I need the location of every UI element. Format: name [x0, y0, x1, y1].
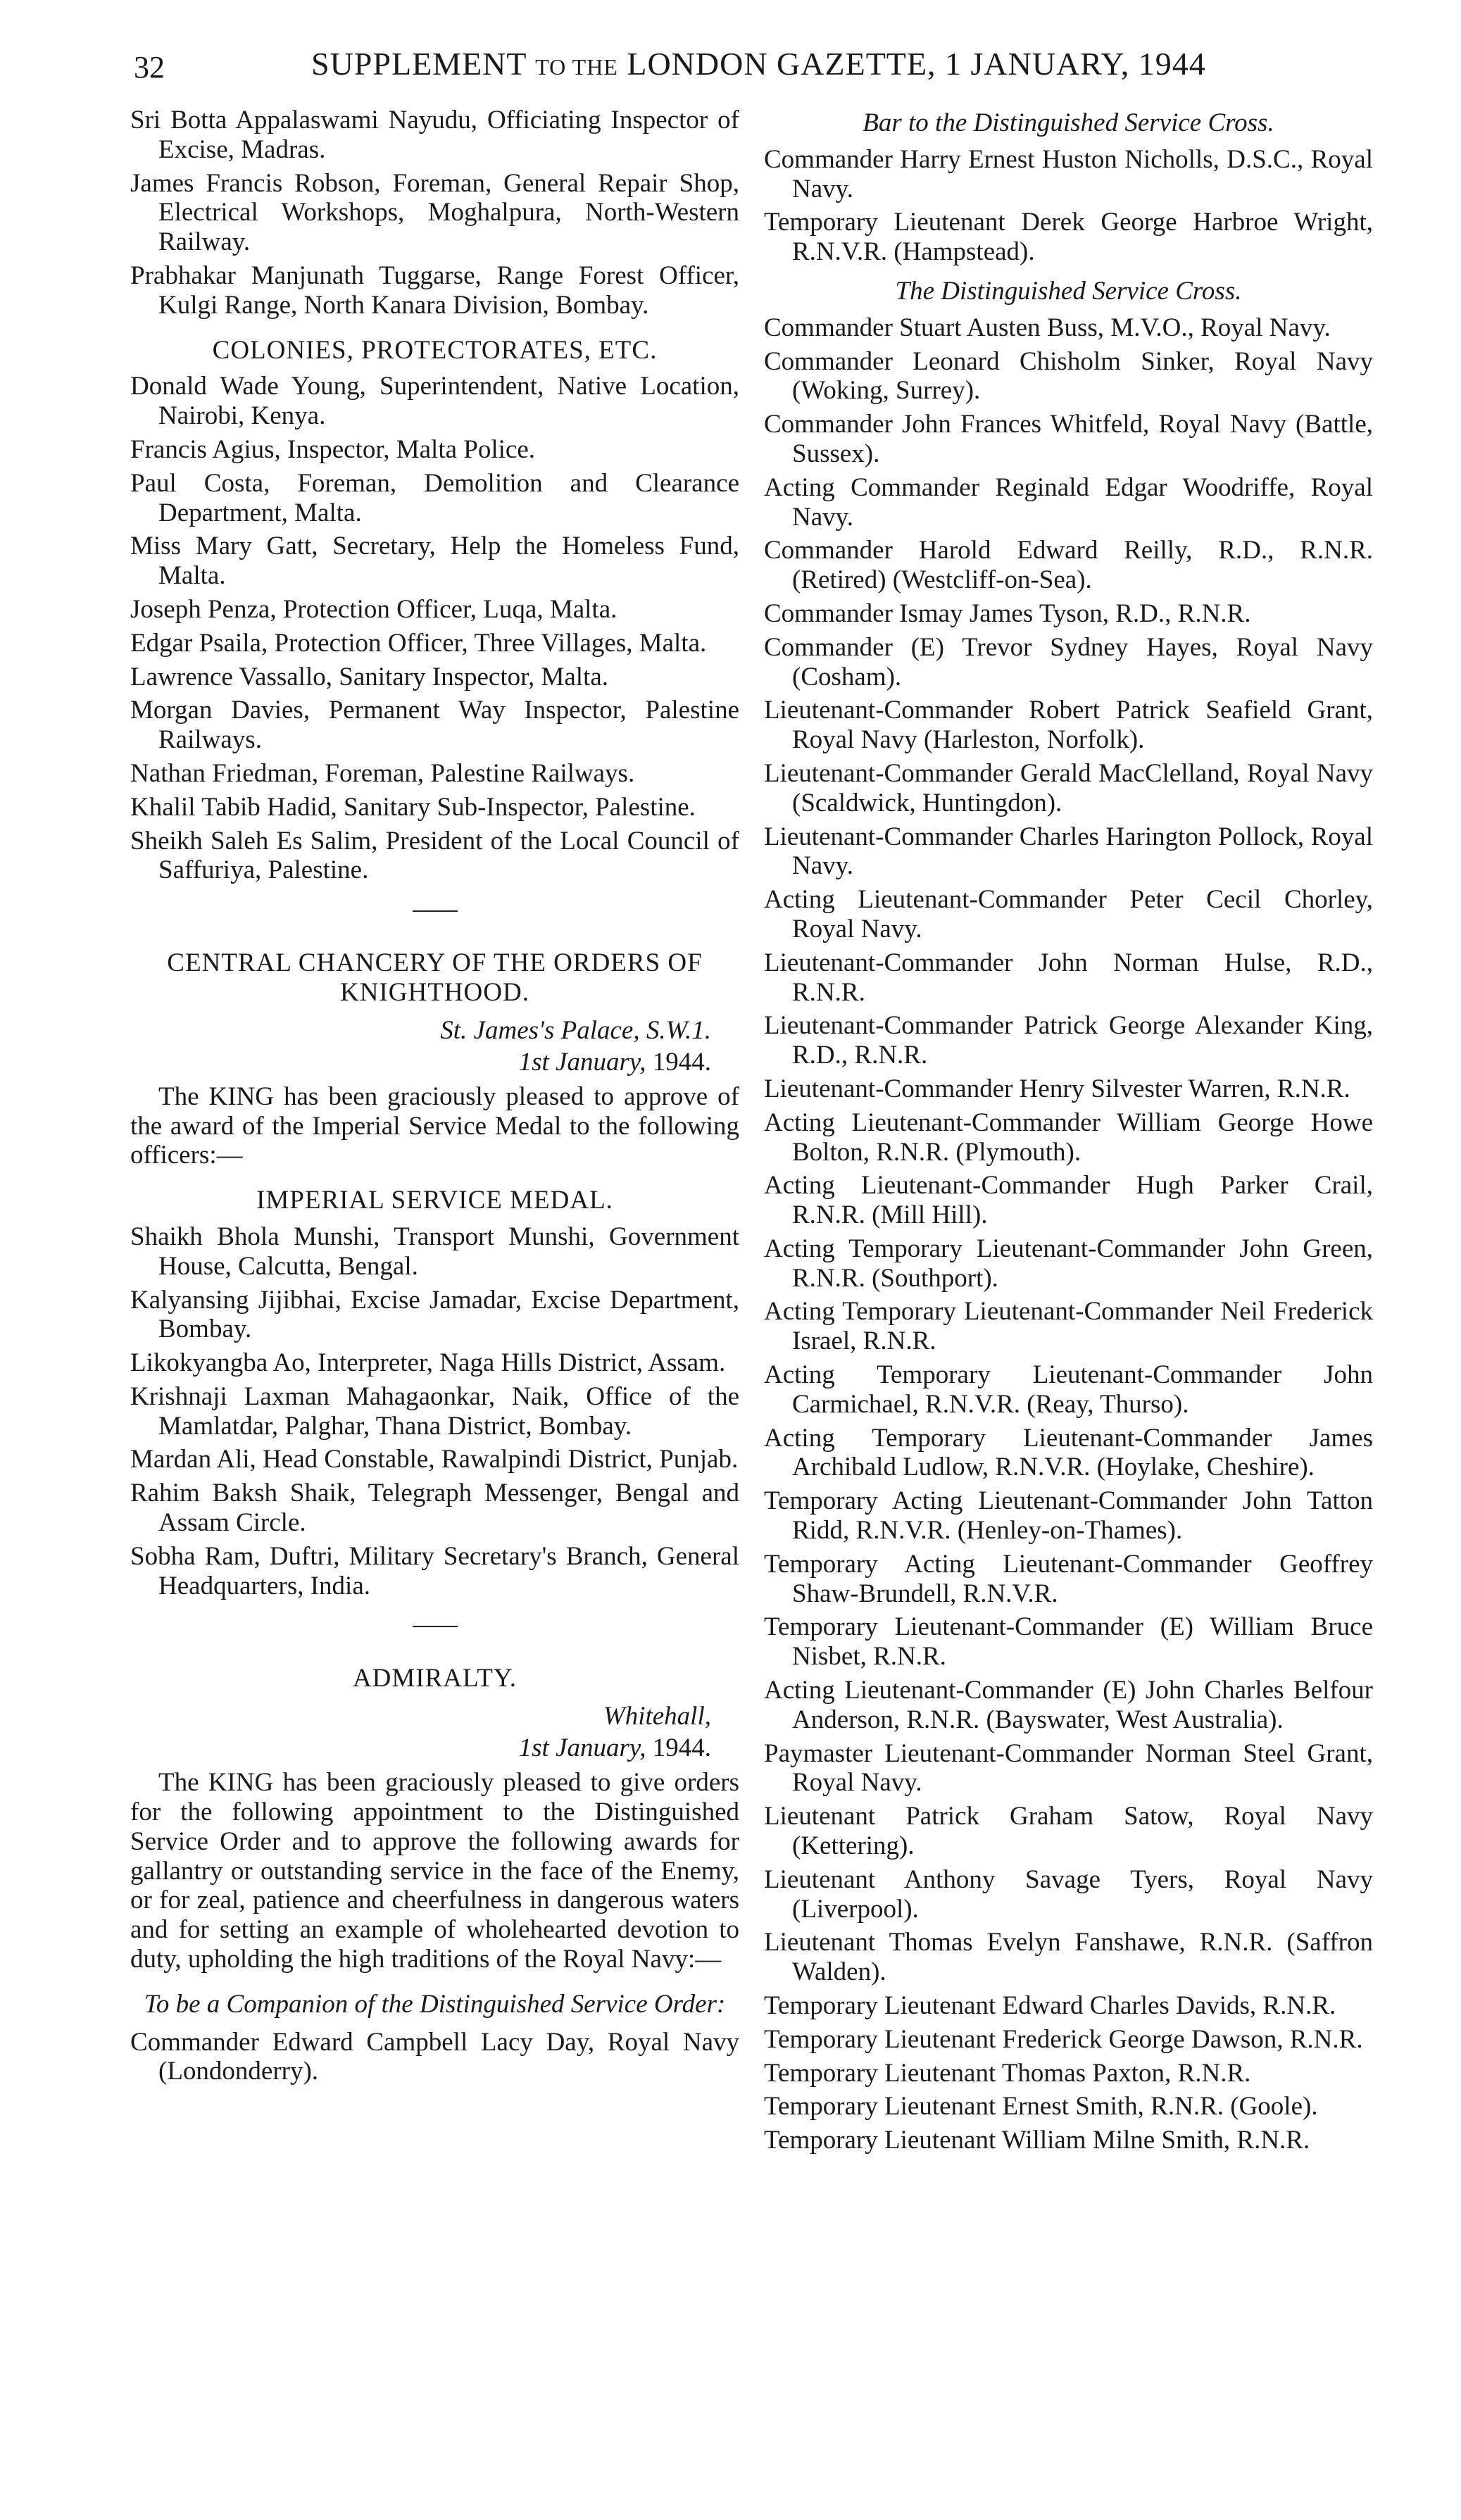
list-item: Acting Commander Reginald Edgar Woodriffe, Royal Navy. [764, 472, 1373, 532]
title-gazette: LONDON GAZETTE, [627, 46, 936, 82]
list-item: Temporary Acting Lieutenant-Commander John Tatton Ridd, R.N.V.R. (Henley-on-Thames). [764, 1486, 1373, 1546]
admiralty-date-year: 1944. [652, 1734, 711, 1763]
list-item: Sobha Ram, Duftri, Military Secretary's Branch, General Headquarters, India. [130, 1541, 739, 1600]
list-item: Temporary Lieutenant Derek George Harbroe Wright, R.N.V.R. (Hampstead). [764, 208, 1373, 267]
colonies-list [130, 372, 739, 885]
list-item: Commander (E) Trevor Sydney Hayes, Royal Navy (Cosham). [764, 632, 1373, 691]
list-item: Shaikh Bhola Munshi, Transport Munshi, Government House, Calcutta, Bengal. [130, 1222, 739, 1281]
dsc-heading: The Distinguished Service Cross. [895, 276, 1242, 306]
list-item: Lieutenant Thomas Evelyn Fanshawe, R.N.R. (Saffron Walden). [764, 1928, 1373, 1987]
list-item: Prabhakar Manjunath Tuggarse, Range Forest Officer, Kulgi Range, North Kanara Division, Bombay. [130, 261, 739, 320]
list-item: Acting Temporary Lieutenant-Commander John Green, R.N.R. (Southport). [764, 1234, 1373, 1293]
list-item: Paul Costa, Foreman, Demolition and Clearance Department, Malta. [130, 468, 739, 527]
list-item: Kalyansing Jijibhai, Excise Jamadar, Excise Department, Bombay. [130, 1285, 739, 1344]
list-item: Morgan Davies, Permanent Way Inspector, Palestine Railways. [130, 696, 739, 755]
list-item: Temporary Lieutenant Ernest Smith, R.N.R. (Goole). [764, 2092, 1318, 2121]
list-item: Joseph Penza, Protection Officer, Luqa, Malta. [130, 594, 617, 624]
list-item: Lieutenant-Commander Patrick George Alexander King, R.D., R.N.R. [764, 1011, 1373, 1070]
list-item: Commander Edward Campbell Lacy Day, Royal Navy (Londonderry). [130, 2027, 739, 2086]
list-item: Mardan Ali, Head Constable, Rawalpindi District, Punjab. [130, 1445, 739, 1474]
admiralty-date [130, 1732, 711, 1764]
list-item: Lieutenant-Commander Gerald MacClelland, Royal Navy (Scaldwick, Huntingdon). [764, 758, 1373, 817]
admiralty-paragraph: The KING has been graciously pleased to give orders for the following appointment to the Distinguished Service Order and to approve the following awards for gallantry or outstanding service in the face of the Enemy, or for zeal, patience and cheerfulness in dangerous waters and for setting an example of wholehearted devotion to duty, upholding the high traditions of the Royal Navy:— [130, 1768, 739, 1974]
list-item: Commander Harry Ernest Huston Nicholls, D.S.C., Royal Navy. [764, 144, 1373, 203]
list-item: Rahim Baksh Shaik, Telegraph Messenger, Bengal and Assam Circle. [130, 1479, 739, 1538]
list-item: Lieutenant Patrick Graham Satow, Royal Navy (Kettering). [764, 1802, 1373, 1861]
list-item: Sheikh Saleh Es Salim, President of the Local Council of Saffuriya, Palestine. [130, 826, 739, 885]
title-to-the: TO THE [535, 54, 618, 80]
chancery-place: St. James's Palace, S.W.1. [440, 1015, 711, 1045]
dso-list [130, 2028, 739, 2087]
list-item: Temporary Acting Lieutenant-Commander Geoffrey Shaw-Brundell, R.N.V.R. [764, 1549, 1373, 1608]
colonies-heading: COLONIES, PROTECTORATES, ETC. [212, 335, 658, 365]
list-item: Commander John Frances Whitfeld, Royal Navy (Battle, Sussex). [764, 410, 1373, 468]
list-item: Acting Lieutenant-Commander Peter Cecil Chorley, Royal Navy. [764, 885, 1373, 944]
chancery-date [130, 1046, 711, 1078]
chancery-paragraph: The KING has been graciously pleased to approve of the award of the Imperial Service Medal to the following officers:— [130, 1082, 739, 1170]
admiralty-dateline [130, 1700, 739, 1764]
list-item: Temporary Lieutenant Frederick George Dawson, R.N.R. [764, 2024, 1363, 2054]
list-item: Lieutenant-Commander Henry Silvester Warren, R.N.R. [764, 1074, 1350, 1103]
chancery-heading: CENTRAL CHANCERY OF THE ORDERS OF KNIGHTHOOD. [167, 948, 703, 1007]
bar-dsc-heading: Bar to the Distinguished Service Cross. [863, 108, 1274, 137]
list-item: Acting Temporary Lieutenant-Commander James Archibald Ludlow, R.N.V.R. (Hoylake, Cheshire). [764, 1423, 1373, 1482]
section-divider [413, 1626, 458, 1627]
right-column [764, 106, 1373, 2159]
page-number: 32 [134, 50, 165, 84]
chancery-date-day: 1st January, [518, 1047, 646, 1077]
section-divider [413, 910, 458, 912]
list-item: Krishnaji Laxman Mahagaonkar, Naik, Office of the Mamlatdar, Palghar, Thana District, Bombay. [130, 1381, 739, 1441]
list-item: Khalil Tabib Hadid, Sanitary Sub-Inspector, Palestine. [130, 792, 696, 822]
list-item: Edgar Psaila, Protection Officer, Three Villages, Malta. [130, 628, 707, 658]
list-item: Acting Temporary Lieutenant-Commander Neil Frederick Israel, R.N.R. [764, 1297, 1373, 1356]
chancery-date-year: 1944. [652, 1047, 711, 1077]
list-item: Nathan Friedman, Foreman, Palestine Railways. [130, 758, 635, 788]
list-item: Acting Temporary Lieutenant-Commander John Carmichael, R.N.V.R. (Reay, Thurso). [764, 1360, 1373, 1419]
admiralty-heading: ADMIRALTY. [352, 1664, 518, 1693]
list-item: Commander Ismay James Tyson, R.D., R.N.R. [764, 598, 1251, 628]
dso-heading: To be a Companion of the Distinguished Service Order: [144, 1989, 726, 2019]
bar-dsc-list [764, 145, 1373, 267]
list-item: James Francis Robson, Foreman, General Repair Shop, Electrical Workshops, Moghalpura, North-Western Railway. [130, 168, 739, 257]
list-item: Lieutenant-Commander Robert Patrick Seafield Grant, Royal Navy (Harleston, Norfolk). [764, 696, 1373, 755]
india-list [130, 106, 739, 320]
list-item: Commander Leonard Chisholm Sinker, Royal Navy (Woking, Surrey). [764, 346, 1373, 406]
list-item: Lieutenant-Commander Charles Harington Pollock, Royal Navy. [764, 822, 1373, 881]
title-supplement: SUPPLEMENT [311, 46, 527, 82]
list-item: Temporary Lieutenant Edward Charles Davids, R.N.R. [764, 1991, 1336, 2021]
list-item: Lieutenant Anthony Savage Tyers, Royal Navy (Liverpool). [764, 1864, 1373, 1924]
page-header [127, 44, 1408, 93]
ism-list [130, 1222, 739, 1601]
list-item: Commander Stuart Austen Buss, M.V.O., Royal Navy. [764, 313, 1331, 342]
chancery-dateline [130, 1015, 739, 1078]
list-item: Paymaster Lieutenant-Commander Norman Steel Grant, Royal Navy. [764, 1738, 1373, 1798]
title-date: 1 JANUARY, 1944 [945, 46, 1206, 82]
list-item: Lawrence Vassallo, Sanitary Inspector, Malta. [130, 662, 609, 691]
list-item: Commander Harold Edward Reilly, R.D., R.N.R. (Retired) (Westcliff-on-Sea). [764, 536, 1373, 595]
list-item: Temporary Lieutenant William Milne Smith, R.N.R. [764, 2126, 1310, 2155]
admiralty-date-day: 1st January, [518, 1734, 646, 1763]
dsc-list [764, 313, 1373, 2155]
gazette-title [311, 45, 1206, 82]
list-item: Temporary Lieutenant-Commander (E) William Bruce Nisbet, R.N.R. [764, 1612, 1373, 1672]
list-item: Miss Mary Gatt, Secretary, Help the Homeless Fund, Malta. [130, 532, 739, 591]
list-item: Temporary Lieutenant Thomas Paxton, R.N.R. [764, 2058, 1251, 2088]
list-item: Acting Lieutenant-Commander William George Howe Bolton, R.N.R. (Plymouth). [764, 1108, 1373, 1167]
left-column [130, 106, 739, 2090]
admiralty-place: Whitehall, [603, 1702, 711, 1731]
list-item: Lieutenant-Commander John Norman Hulse, R.D., R.N.R. [764, 948, 1373, 1007]
list-item: Donald Wade Young, Superintendent, Native Location, Nairobi, Kenya. [130, 372, 739, 431]
list-item: Acting Lieutenant-Commander (E) John Charles Belfour Anderson, R.N.R. (Bayswater, West Australia). [764, 1676, 1373, 1734]
list-item: Francis Agius, Inspector, Malta Police. [130, 434, 535, 464]
list-item: Acting Lieutenant-Commander Hugh Parker Crail, R.N.R. (Mill Hill). [764, 1171, 1373, 1230]
list-item: Likokyangba Ao, Interpreter, Naga Hills District, Assam. [130, 1348, 726, 1378]
ism-heading: IMPERIAL SERVICE MEDAL. [256, 1186, 613, 1215]
list-item: Sri Botta Appalaswami Nayudu, Officiating Inspector of Excise, Madras. [130, 106, 739, 164]
